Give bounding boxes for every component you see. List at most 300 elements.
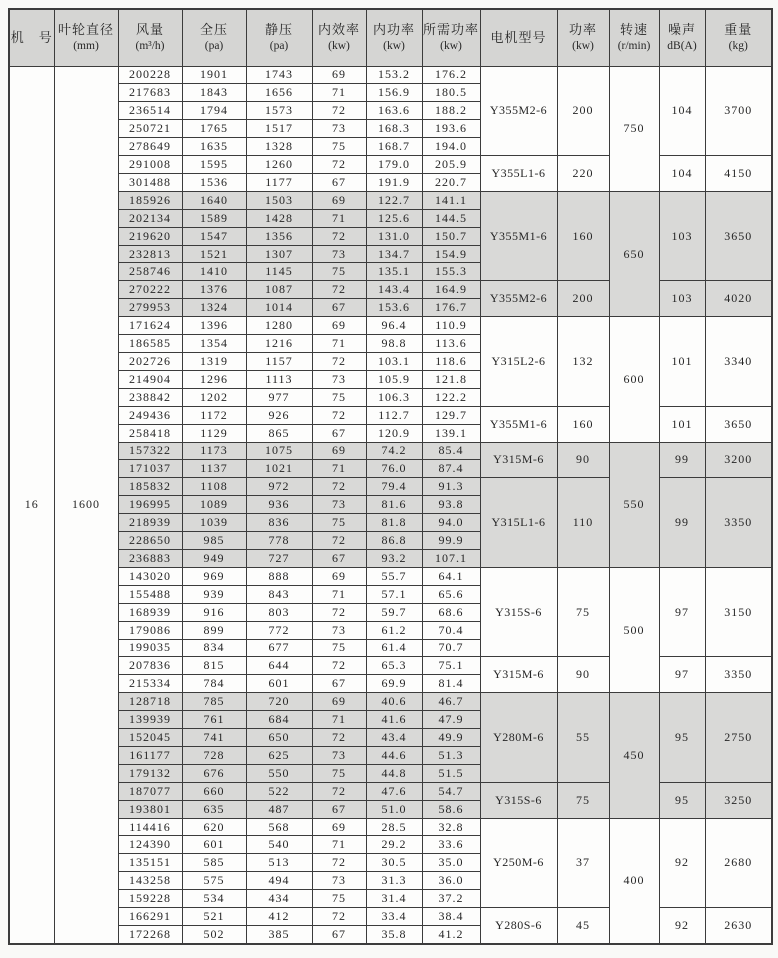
cell-efficiency: 73	[312, 872, 366, 890]
cell-total-pressure: 815	[182, 657, 246, 675]
cell-internal-power: 30.5	[366, 854, 422, 872]
cell-total-pressure: 676	[182, 764, 246, 782]
cell-noise: 104	[659, 66, 705, 156]
cell-internal-power: 55.7	[366, 567, 422, 585]
cell-flow: 114416	[118, 818, 182, 836]
cell-required-power: 70.4	[422, 621, 480, 639]
col-header-label: 风量	[135, 22, 164, 38]
cell-internal-power: 191.9	[366, 173, 422, 191]
cell-efficiency: 75	[312, 639, 366, 657]
cell-internal-power: 96.4	[366, 317, 422, 335]
col-header-unit: (r/min)	[617, 39, 651, 52]
cell-required-power: 87.4	[422, 460, 480, 478]
cell-required-power: 41.2	[422, 926, 480, 945]
cell-required-power: 70.7	[422, 639, 480, 657]
cell-efficiency: 67	[312, 675, 366, 693]
cell-motor-model: Y355M1-6	[480, 406, 557, 442]
cell-noise: 92	[659, 908, 705, 944]
cell-total-pressure: 1547	[182, 227, 246, 245]
cell-static-pressure: 568	[246, 818, 312, 836]
cell-flow: 250721	[118, 120, 182, 138]
cell-internal-power: 156.9	[366, 84, 422, 102]
cell-flow: 155488	[118, 585, 182, 603]
cell-internal-power: 76.0	[366, 460, 422, 478]
cell-flow: 279953	[118, 299, 182, 317]
cell-internal-power: 98.8	[366, 335, 422, 353]
cell-total-pressure: 761	[182, 711, 246, 729]
cell-required-power: 47.9	[422, 711, 480, 729]
cell-internal-power: 79.4	[366, 478, 422, 496]
cell-static-pressure: 684	[246, 711, 312, 729]
cell-flow: 217683	[118, 84, 182, 102]
col-header-unit: (m³/h)	[135, 39, 165, 52]
cell-total-pressure: 985	[182, 532, 246, 550]
cell-total-pressure: 939	[182, 585, 246, 603]
cell-total-pressure: 1108	[182, 478, 246, 496]
cell-total-pressure: 502	[182, 926, 246, 945]
cell-total-pressure: 575	[182, 872, 246, 890]
cell-static-pressure: 522	[246, 782, 312, 800]
cell-total-pressure: 1039	[182, 514, 246, 532]
cell-required-power: 99.9	[422, 532, 480, 550]
cell-internal-power: 112.7	[366, 406, 422, 424]
cell-required-power: 49.9	[422, 729, 480, 747]
cell-static-pressure: 513	[246, 854, 312, 872]
cell-impeller-diameter: 1600	[54, 66, 118, 944]
cell-internal-power: 168.7	[366, 138, 422, 156]
cell-speed: 500	[609, 567, 659, 692]
col-header-weight	[705, 9, 772, 66]
cell-internal-power: 134.7	[366, 245, 422, 263]
cell-total-pressure: 660	[182, 782, 246, 800]
cell-internal-power: 153.6	[366, 299, 422, 317]
col-header-label: 所需功率	[422, 22, 479, 38]
cell-required-power: 118.6	[422, 353, 480, 371]
cell-flow: 171624	[118, 317, 182, 335]
cell-weight: 3350	[705, 478, 772, 568]
col-header-motor-power	[557, 9, 609, 66]
cell-internal-power: 168.3	[366, 120, 422, 138]
cell-flow: 301488	[118, 173, 182, 191]
cell-required-power: 205.9	[422, 156, 480, 174]
cell-internal-power: 31.3	[366, 872, 422, 890]
cell-flow: 139939	[118, 711, 182, 729]
cell-internal-power: 74.2	[366, 442, 422, 460]
col-header-unit: dB(A)	[667, 39, 697, 52]
cell-noise: 97	[659, 657, 705, 693]
cell-required-power: 176.7	[422, 299, 480, 317]
cell-required-power: 122.2	[422, 388, 480, 406]
cell-static-pressure: 836	[246, 514, 312, 532]
cell-internal-power: 120.9	[366, 424, 422, 442]
cell-required-power: 154.9	[422, 245, 480, 263]
cell-static-pressure: 550	[246, 764, 312, 782]
cell-efficiency: 72	[312, 657, 366, 675]
cell-motor-power: 132	[557, 317, 609, 407]
col-header-required-power	[422, 9, 480, 66]
cell-internal-power: 81.6	[366, 496, 422, 514]
fan-spec-table	[8, 8, 773, 945]
cell-internal-power: 106.3	[366, 388, 422, 406]
cell-flow: 219620	[118, 227, 182, 245]
col-header-speed	[609, 9, 659, 66]
cell-internal-power: 40.6	[366, 693, 422, 711]
cell-weight: 3650	[705, 406, 772, 442]
cell-required-power: 81.4	[422, 675, 480, 693]
cell-internal-power: 44.8	[366, 764, 422, 782]
table-row	[9, 693, 772, 711]
cell-flow: 214904	[118, 370, 182, 388]
cell-efficiency: 73	[312, 621, 366, 639]
cell-flow: 215334	[118, 675, 182, 693]
cell-total-pressure: 899	[182, 621, 246, 639]
cell-total-pressure: 1640	[182, 191, 246, 209]
cell-weight: 4150	[705, 156, 772, 192]
cell-total-pressure: 1521	[182, 245, 246, 263]
cell-efficiency: 72	[312, 102, 366, 120]
cell-efficiency: 71	[312, 711, 366, 729]
cell-static-pressure: 1260	[246, 156, 312, 174]
cell-flow: 196995	[118, 496, 182, 514]
cell-internal-power: 41.6	[366, 711, 422, 729]
cell-machine-number: 16	[9, 66, 54, 944]
cell-required-power: 51.3	[422, 746, 480, 764]
cell-efficiency: 73	[312, 746, 366, 764]
cell-flow: 218939	[118, 514, 182, 532]
cell-motor-power: 45	[557, 908, 609, 944]
cell-noise: 101	[659, 406, 705, 442]
cell-total-pressure: 1089	[182, 496, 246, 514]
cell-total-pressure: 1901	[182, 66, 246, 84]
cell-required-power: 38.4	[422, 908, 480, 926]
cell-static-pressure: 650	[246, 729, 312, 747]
cell-static-pressure: 540	[246, 836, 312, 854]
cell-efficiency: 67	[312, 173, 366, 191]
cell-internal-power: 47.6	[366, 782, 422, 800]
cell-static-pressure: 625	[246, 746, 312, 764]
cell-internal-power: 135.1	[366, 263, 422, 281]
header-row	[9, 9, 772, 66]
cell-total-pressure: 1296	[182, 370, 246, 388]
cell-motor-power: 75	[557, 782, 609, 818]
cell-internal-power: 43.4	[366, 729, 422, 747]
cell-motor-model: Y280S-6	[480, 908, 557, 944]
cell-motor-model: Y315M-6	[480, 657, 557, 693]
table-header	[9, 9, 772, 66]
cell-motor-power: 200	[557, 281, 609, 317]
cell-flow: 152045	[118, 729, 182, 747]
cell-efficiency: 72	[312, 854, 366, 872]
cell-required-power: 180.5	[422, 84, 480, 102]
cell-flow: 193801	[118, 800, 182, 818]
cell-efficiency: 73	[312, 120, 366, 138]
cell-internal-power: 29.2	[366, 836, 422, 854]
cell-static-pressure: 644	[246, 657, 312, 675]
cell-required-power: 144.5	[422, 209, 480, 227]
cell-weight: 3200	[705, 442, 772, 478]
cell-flow: 258418	[118, 424, 182, 442]
cell-flow: 157322	[118, 442, 182, 460]
cell-noise: 92	[659, 818, 705, 908]
col-header-label: 电机型号	[490, 29, 547, 45]
cell-motor-power: 200	[557, 66, 609, 156]
cell-motor-power: 90	[557, 657, 609, 693]
cell-weight: 2680	[705, 818, 772, 908]
cell-static-pressure: 1428	[246, 209, 312, 227]
cell-total-pressure: 620	[182, 818, 246, 836]
cell-efficiency: 72	[312, 908, 366, 926]
cell-flow: 186585	[118, 335, 182, 353]
cell-required-power: 32.8	[422, 818, 480, 836]
table-row	[9, 317, 772, 335]
cell-internal-power: 179.0	[366, 156, 422, 174]
cell-static-pressure: 926	[246, 406, 312, 424]
cell-efficiency: 72	[312, 532, 366, 550]
cell-required-power: 139.1	[422, 424, 480, 442]
cell-total-pressure: 521	[182, 908, 246, 926]
cell-internal-power: 59.7	[366, 603, 422, 621]
cell-flow: 128718	[118, 693, 182, 711]
cell-internal-power: 65.3	[366, 657, 422, 675]
cell-noise: 95	[659, 782, 705, 818]
cell-motor-model: Y315L2-6	[480, 317, 557, 407]
cell-speed: 400	[609, 818, 659, 944]
cell-required-power: 113.6	[422, 335, 480, 353]
cell-flow: 159228	[118, 890, 182, 908]
cell-static-pressure: 385	[246, 926, 312, 945]
cell-static-pressure: 843	[246, 585, 312, 603]
cell-motor-model: Y315S-6	[480, 567, 557, 657]
col-header-unit: (pa)	[204, 39, 224, 52]
cell-static-pressure: 1328	[246, 138, 312, 156]
cell-total-pressure: 1765	[182, 120, 246, 138]
col-header-label: 重量	[724, 22, 753, 38]
cell-internal-power: 125.6	[366, 209, 422, 227]
cell-flow: 199035	[118, 639, 182, 657]
col-header-label: 内效率	[317, 22, 360, 38]
cell-required-power: 85.4	[422, 442, 480, 460]
cell-efficiency: 67	[312, 926, 366, 945]
cell-efficiency: 73	[312, 496, 366, 514]
cell-noise: 104	[659, 156, 705, 192]
cell-motor-model: Y250M-6	[480, 818, 557, 908]
cell-total-pressure: 1589	[182, 209, 246, 227]
cell-static-pressure: 1021	[246, 460, 312, 478]
cell-total-pressure: 949	[182, 549, 246, 567]
cell-internal-power: 44.6	[366, 746, 422, 764]
cell-efficiency: 72	[312, 603, 366, 621]
cell-required-power: 65.6	[422, 585, 480, 603]
table-row	[9, 66, 772, 84]
cell-flow: 168939	[118, 603, 182, 621]
cell-speed: 650	[609, 191, 659, 316]
table-row	[9, 191, 772, 209]
cell-efficiency: 71	[312, 460, 366, 478]
cell-total-pressure: 728	[182, 746, 246, 764]
col-header-label: 内功率	[372, 22, 415, 38]
cell-motor-power: 160	[557, 191, 609, 281]
cell-required-power: 121.8	[422, 370, 480, 388]
cell-flow: 232813	[118, 245, 182, 263]
cell-total-pressure: 1536	[182, 173, 246, 191]
cell-speed: 550	[609, 442, 659, 567]
cell-efficiency: 69	[312, 818, 366, 836]
cell-efficiency: 72	[312, 729, 366, 747]
cell-internal-power: 61.4	[366, 639, 422, 657]
cell-efficiency: 75	[312, 514, 366, 532]
cell-required-power: 150.7	[422, 227, 480, 245]
cell-required-power: 37.2	[422, 890, 480, 908]
cell-flow: 143020	[118, 567, 182, 585]
cell-flow: 238842	[118, 388, 182, 406]
cell-efficiency: 67	[312, 299, 366, 317]
cell-static-pressure: 972	[246, 478, 312, 496]
cell-efficiency: 69	[312, 191, 366, 209]
cell-flow: 200228	[118, 66, 182, 84]
cell-weight: 4020	[705, 281, 772, 317]
cell-static-pressure: 778	[246, 532, 312, 550]
cell-flow: 124390	[118, 836, 182, 854]
cell-efficiency: 69	[312, 66, 366, 84]
cell-required-power: 35.0	[422, 854, 480, 872]
cell-total-pressure: 1173	[182, 442, 246, 460]
cell-static-pressure: 601	[246, 675, 312, 693]
cell-internal-power: 61.2	[366, 621, 422, 639]
cell-total-pressure: 1410	[182, 263, 246, 281]
cell-static-pressure: 1280	[246, 317, 312, 335]
cell-efficiency: 71	[312, 209, 366, 227]
cell-static-pressure: 1145	[246, 263, 312, 281]
cell-static-pressure: 1307	[246, 245, 312, 263]
cell-total-pressure: 601	[182, 836, 246, 854]
cell-total-pressure: 1172	[182, 406, 246, 424]
cell-required-power: 141.1	[422, 191, 480, 209]
cell-required-power: 54.7	[422, 782, 480, 800]
cell-internal-power: 122.7	[366, 191, 422, 209]
col-header-unit: (kw)	[440, 39, 462, 52]
col-header-flow	[118, 9, 182, 66]
cell-total-pressure: 1396	[182, 317, 246, 335]
col-header-label: 全压	[199, 22, 228, 38]
cell-total-pressure: 785	[182, 693, 246, 711]
cell-flow: 187077	[118, 782, 182, 800]
cell-static-pressure: 1503	[246, 191, 312, 209]
cell-static-pressure: 1573	[246, 102, 312, 120]
col-header-internal-power	[366, 9, 422, 66]
cell-weight: 3700	[705, 66, 772, 156]
cell-motor-model: Y355M2-6	[480, 66, 557, 156]
cell-efficiency: 69	[312, 317, 366, 335]
cell-efficiency: 72	[312, 406, 366, 424]
cell-motor-model: Y355M1-6	[480, 191, 557, 281]
cell-flow: 185926	[118, 191, 182, 209]
cell-motor-power: 160	[557, 406, 609, 442]
cell-efficiency: 71	[312, 335, 366, 353]
cell-efficiency: 73	[312, 245, 366, 263]
cell-required-power: 94.0	[422, 514, 480, 532]
cell-static-pressure: 772	[246, 621, 312, 639]
cell-required-power: 36.0	[422, 872, 480, 890]
cell-efficiency: 75	[312, 138, 366, 156]
col-header-machine-number	[9, 9, 54, 66]
cell-efficiency: 67	[312, 549, 366, 567]
cell-total-pressure: 784	[182, 675, 246, 693]
col-header-label: 机 号	[10, 29, 53, 45]
cell-total-pressure: 1794	[182, 102, 246, 120]
cell-weight: 2750	[705, 693, 772, 783]
cell-internal-power: 153.2	[366, 66, 422, 84]
cell-efficiency: 75	[312, 764, 366, 782]
cell-required-power: 176.2	[422, 66, 480, 84]
col-header-unit: (kw)	[383, 39, 405, 52]
cell-static-pressure: 1177	[246, 173, 312, 191]
cell-required-power: 93.8	[422, 496, 480, 514]
cell-static-pressure: 1216	[246, 335, 312, 353]
cell-flow: 135151	[118, 854, 182, 872]
cell-internal-power: 51.0	[366, 800, 422, 818]
cell-flow: 179086	[118, 621, 182, 639]
cell-total-pressure: 1202	[182, 388, 246, 406]
cell-noise: 103	[659, 191, 705, 281]
cell-total-pressure: 969	[182, 567, 246, 585]
cell-static-pressure: 936	[246, 496, 312, 514]
cell-total-pressure: 1595	[182, 156, 246, 174]
cell-required-power: 46.7	[422, 693, 480, 711]
cell-static-pressure: 1356	[246, 227, 312, 245]
col-header-label: 叶轮直径	[57, 22, 114, 38]
cell-static-pressure: 1014	[246, 299, 312, 317]
cell-motor-power: 90	[557, 442, 609, 478]
cell-motor-power: 37	[557, 818, 609, 908]
cell-required-power: 33.6	[422, 836, 480, 854]
cell-internal-power: 57.1	[366, 585, 422, 603]
cell-motor-power: 110	[557, 478, 609, 568]
cell-static-pressure: 434	[246, 890, 312, 908]
cell-efficiency: 75	[312, 263, 366, 281]
table-row	[9, 442, 772, 460]
cell-static-pressure: 412	[246, 908, 312, 926]
cell-static-pressure: 1157	[246, 353, 312, 371]
cell-static-pressure: 888	[246, 567, 312, 585]
cell-total-pressure: 534	[182, 890, 246, 908]
cell-efficiency: 72	[312, 156, 366, 174]
cell-efficiency: 69	[312, 442, 366, 460]
cell-required-power: 51.5	[422, 764, 480, 782]
cell-flow: 166291	[118, 908, 182, 926]
cell-flow: 185832	[118, 478, 182, 496]
cell-required-power: 164.9	[422, 281, 480, 299]
cell-flow: 202726	[118, 353, 182, 371]
col-header-efficiency	[312, 9, 366, 66]
cell-required-power: 220.7	[422, 173, 480, 191]
cell-total-pressure: 1324	[182, 299, 246, 317]
cell-static-pressure: 727	[246, 549, 312, 567]
cell-noise: 99	[659, 442, 705, 478]
cell-static-pressure: 1743	[246, 66, 312, 84]
cell-required-power: 155.3	[422, 263, 480, 281]
cell-static-pressure: 494	[246, 872, 312, 890]
cell-flow: 236514	[118, 102, 182, 120]
cell-required-power: 75.1	[422, 657, 480, 675]
cell-total-pressure: 1319	[182, 353, 246, 371]
cell-internal-power: 163.6	[366, 102, 422, 120]
cell-static-pressure: 1517	[246, 120, 312, 138]
col-header-label: 功率	[568, 22, 597, 38]
cell-flow: 171037	[118, 460, 182, 478]
cell-internal-power: 131.0	[366, 227, 422, 245]
cell-internal-power: 35.8	[366, 926, 422, 945]
cell-flow: 258746	[118, 263, 182, 281]
